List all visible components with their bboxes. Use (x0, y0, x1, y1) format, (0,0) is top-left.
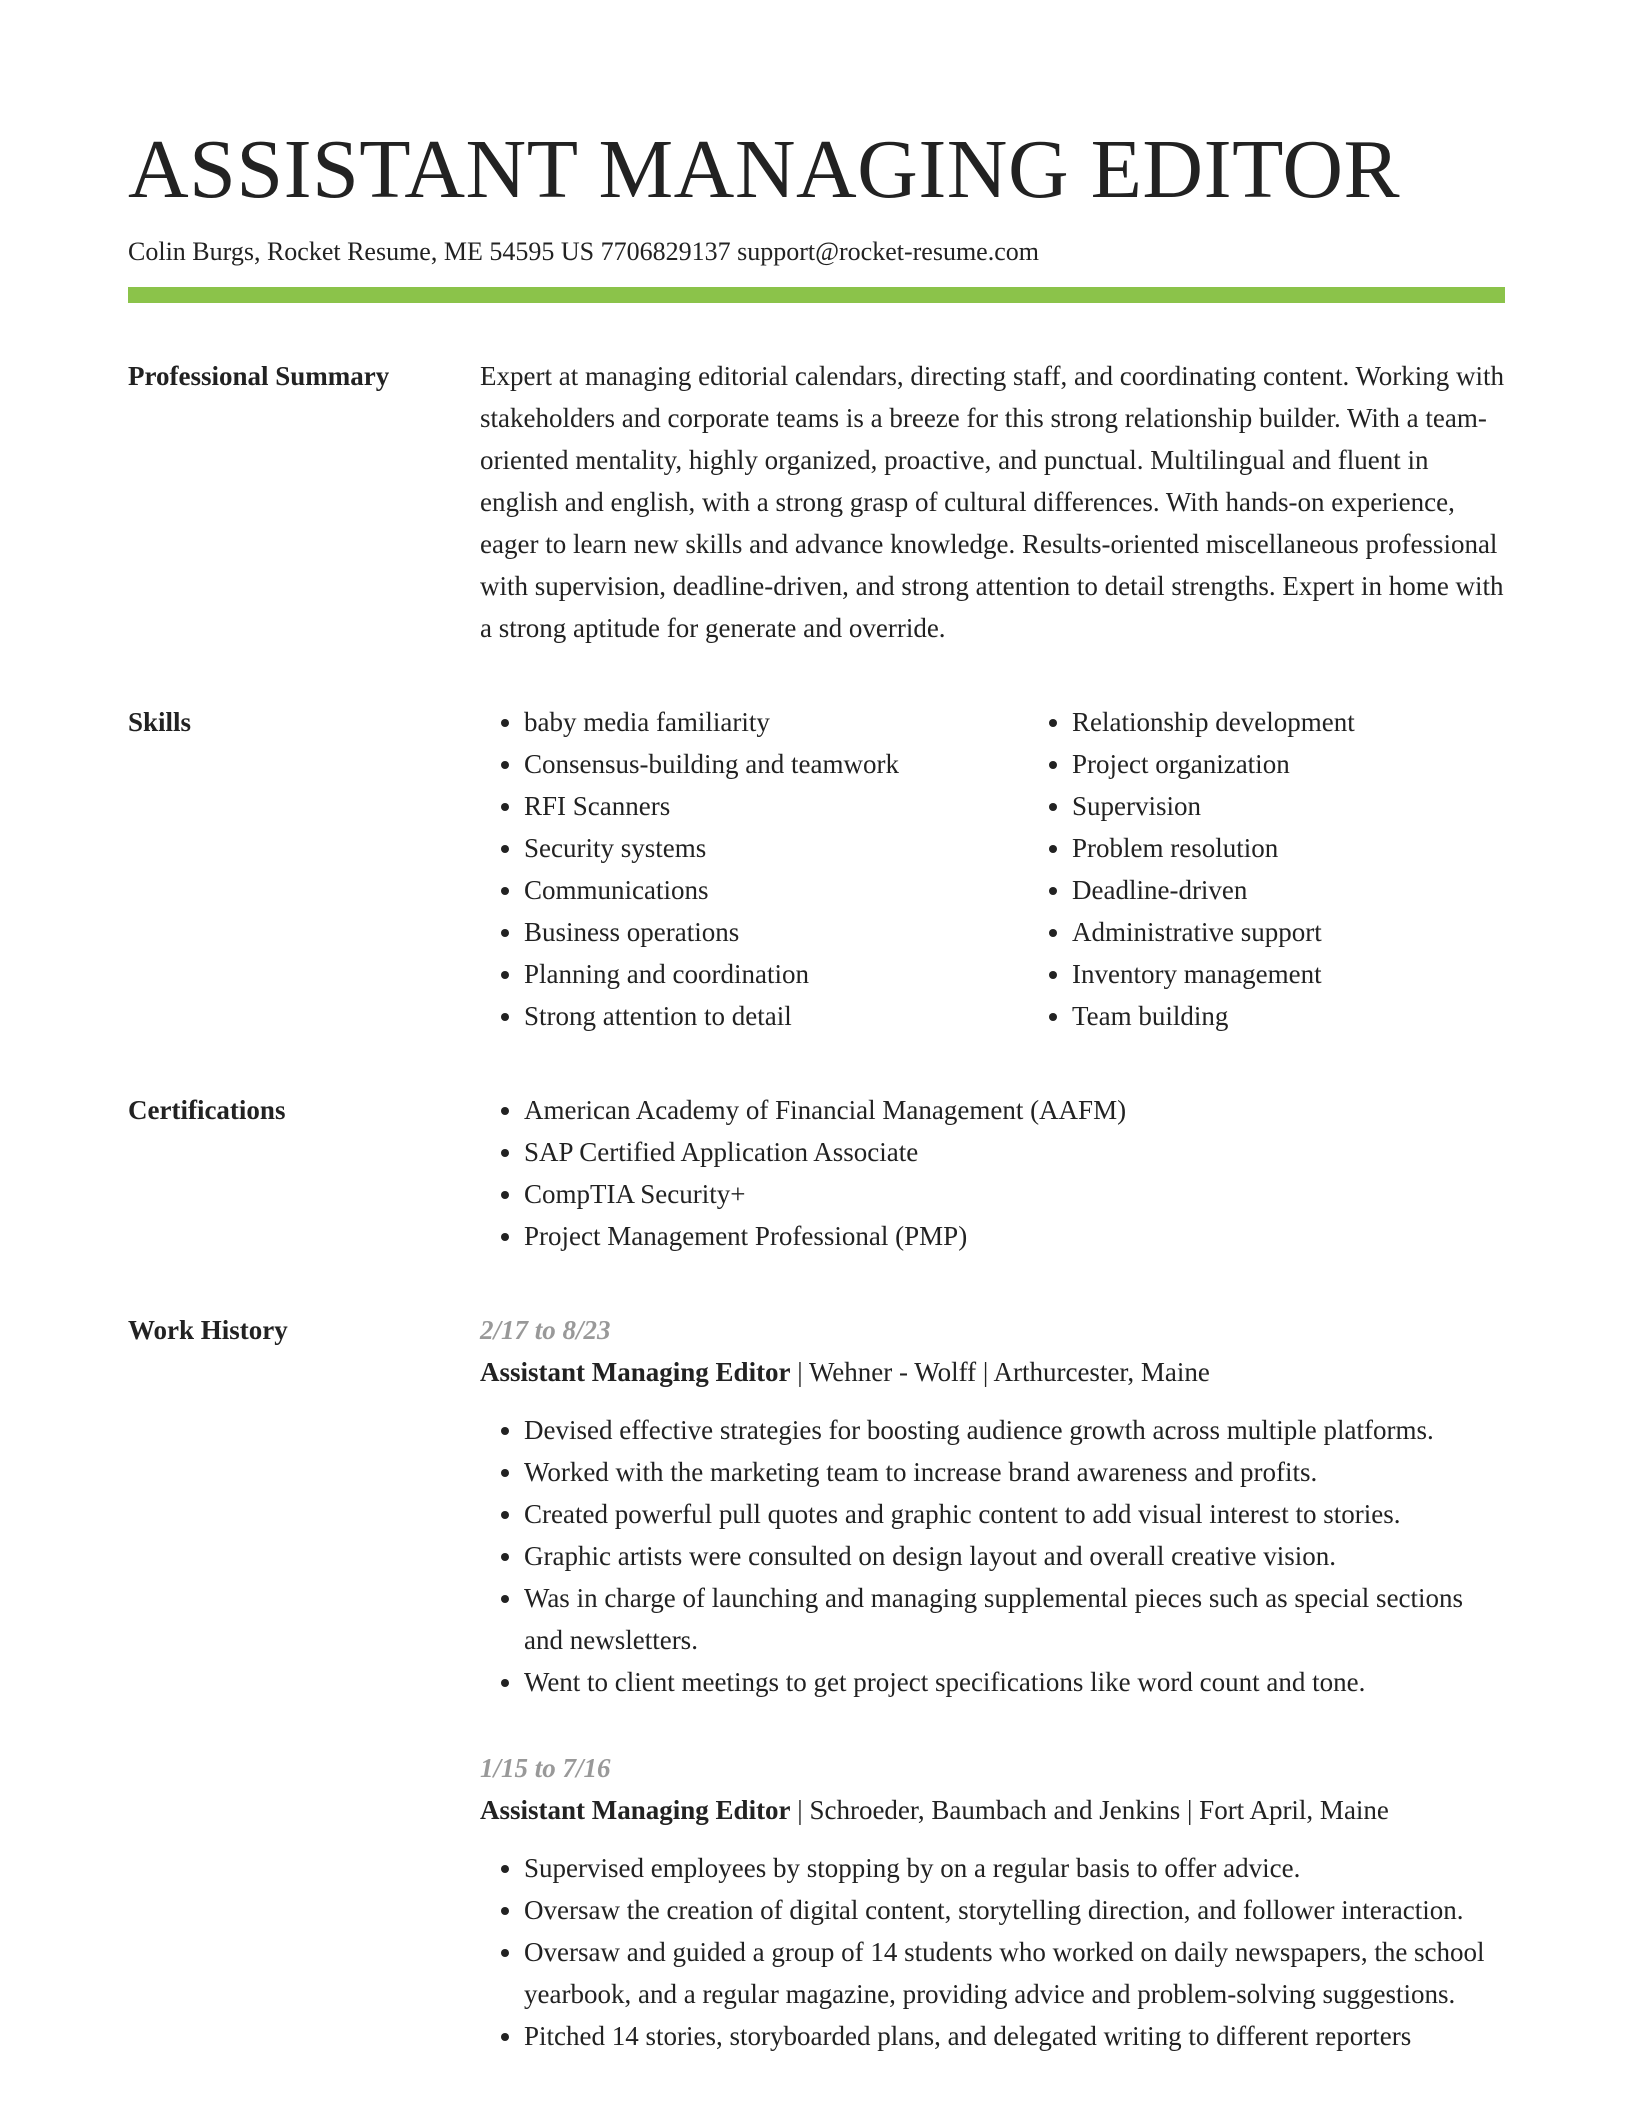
skill-item: • Security systems (524, 827, 1028, 869)
job-heading (480, 1351, 1505, 1393)
skill-item: • Deadline-driven (1072, 869, 1505, 911)
job-bullet: • Went to client meetings to get project specifications like word count and tone. (524, 1661, 1505, 1703)
summary-section (128, 355, 1505, 649)
skill-item: • baby media familiarity (524, 701, 1028, 743)
certification-item: • American Academy of Financial Management (AAFM) (524, 1089, 1505, 1131)
skill-item: • Supervision (1072, 785, 1505, 827)
section-heading-skills: Skills (128, 707, 192, 738)
skills-list-left (480, 701, 1028, 1037)
job-bullets (480, 1409, 1505, 1703)
job-bullet: • Devised effective strategies for boosting audience growth across multiple platforms. (524, 1409, 1505, 1451)
certifications-list (480, 1089, 1505, 1257)
job-bullet: • Graphic artists were consulted on design layout and overall creative vision. (524, 1535, 1505, 1577)
certification-item: • CompTIA Security+ (524, 1173, 1505, 1215)
job-role: Assistant Managing Editor (480, 1795, 791, 1826)
job-company-location: | Wehner - Wolff | Arthurcester, Maine (790, 1357, 1210, 1388)
skill-item: • Team building (1072, 995, 1505, 1037)
skill-item: • Inventory management (1072, 953, 1505, 995)
job-date: 2/17 to 8/23 (480, 1315, 611, 1346)
job-heading (480, 1789, 1505, 1831)
skill-item: • Consensus-building and teamwork (524, 743, 1028, 785)
skills-list-right (1028, 701, 1505, 1037)
job-company-location: | Schroeder, Baumbach and Jenkins | Fort April, Maine (790, 1795, 1389, 1826)
resume-title: ASSISTANT MANAGING EDITOR (128, 123, 1401, 216)
job-role: Assistant Managing Editor (480, 1357, 791, 1388)
job-bullets (480, 1847, 1505, 2057)
accent-divider (128, 287, 1505, 303)
certifications-section (128, 1089, 1505, 1257)
job-bullet: • Created powerful pull quotes and graphic content to add visual interest to stories. (524, 1493, 1505, 1535)
job-date: 1/15 to 7/16 (480, 1753, 611, 1784)
job-entry (480, 1309, 1505, 1703)
skill-item: • Administrative support (1072, 911, 1505, 953)
resume-page (128, 118, 1505, 2101)
skill-item: • Strong attention to detail (524, 995, 1028, 1037)
skill-item: • Business operations (524, 911, 1028, 953)
work-history-section (128, 1309, 1505, 2101)
section-heading-summary: Professional Summary (128, 361, 390, 392)
resume-header (128, 123, 1505, 303)
section-heading-work-history: Work History (128, 1315, 288, 1346)
certification-item: • SAP Certified Application Associate (524, 1131, 1505, 1173)
skill-item: • Project organization (1072, 743, 1505, 785)
job-bullet: • Worked with the marketing team to increase brand awareness and profits. (524, 1451, 1505, 1493)
contact-line: Colin Burgs, Rocket Resume, ME 54595 US 7706829137 support@rocket-resume.com (128, 237, 1039, 266)
job-bullet: • Was in charge of launching and managing supplemental pieces such as special sections and newsletters. (524, 1577, 1505, 1661)
summary-text: Expert at managing editorial calendars, directing staff, and coordinating content. Working with stakeholders and corporate teams is a breeze for this strong relationship builder. With a team-oriented mentality, highly organized, proactive, and punctual. Multilingual and fluent in english and english, with a strong grasp of cultural differences. With hands-on experience, eager to learn new skills and advance knowledge. Results-oriented miscellaneous professional with supervision, deadline-driven, and strong attention to detail strengths. Expert in home with a strong aptitude for generate and override. (480, 361, 1505, 644)
job-bullet: • Oversaw and guided a group of 14 students who worked on daily newspapers, the school yearbook, and a regular magazine, providing advice and problem-solving suggestions. (524, 1931, 1505, 2015)
section-heading-certifications: Certifications (128, 1095, 286, 1126)
job-entry (480, 1747, 1505, 2057)
job-bullet: • Pitched 14 stories, storyboarded plans, and delegated writing to different reporters (524, 2015, 1505, 2057)
job-bullet: • Oversaw the creation of digital content, storytelling direction, and follower interaction. (524, 1889, 1505, 1931)
skill-item: • Problem resolution (1072, 827, 1505, 869)
skills-section (128, 701, 1505, 1037)
skill-item: • Relationship development (1072, 701, 1505, 743)
skill-item: • Communications (524, 869, 1028, 911)
skill-item: • Planning and coordination (524, 953, 1028, 995)
job-bullet: • Supervised employees by stopping by on a regular basis to offer advice. (524, 1847, 1505, 1889)
skill-item: • RFI Scanners (524, 785, 1028, 827)
certification-item: • Project Management Professional (PMP) (524, 1215, 1505, 1257)
